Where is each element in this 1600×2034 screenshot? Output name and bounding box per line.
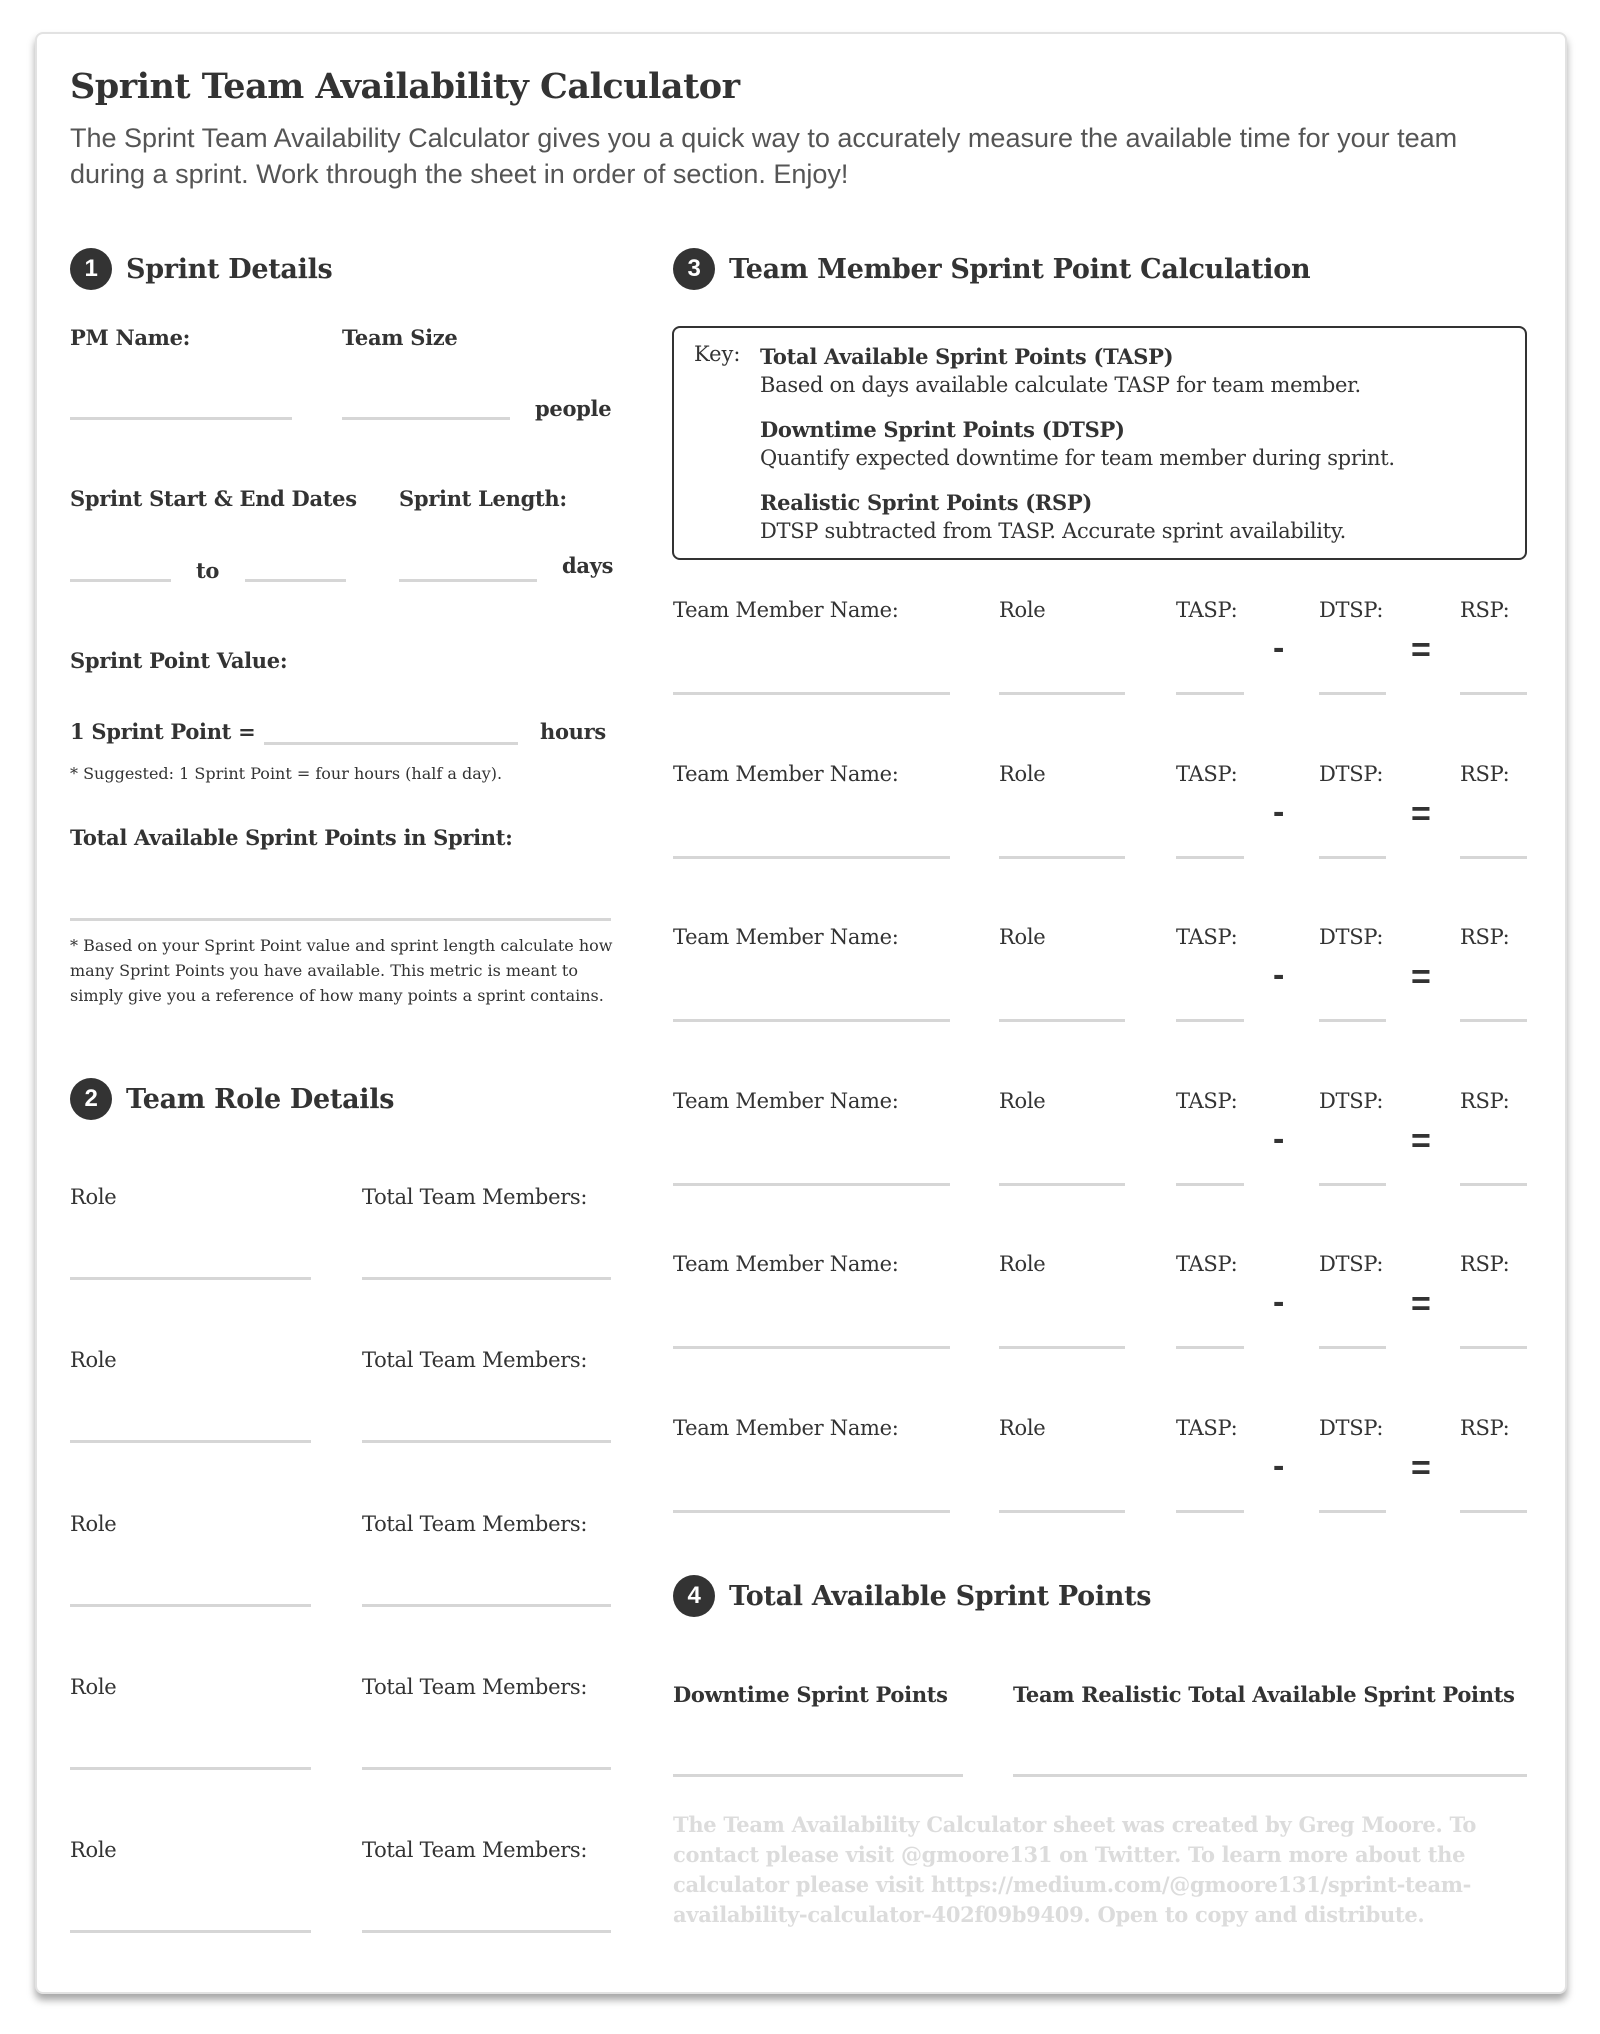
tasp-field[interactable] [1176,1510,1244,1513]
sprint-length-label: Sprint Length: [399,486,567,511]
minus-operator: - [1273,1119,1285,1158]
role-label: Role [70,1185,117,1209]
pm-name-label: PM Name: [70,325,191,350]
equals-operator: = [1411,794,1431,833]
equals-operator: = [1411,1449,1431,1487]
section-number-badge: 4 [673,1575,715,1617]
dtsp-label: DTSP: [1319,925,1384,950]
sprint-length-unit: days [562,553,614,578]
section-number-badge: 1 [70,248,112,290]
section-number-badge: 3 [673,248,715,290]
section-3-heading [673,248,1310,290]
rsp-label: RSP: [1460,1252,1510,1277]
minus-operator: - [1273,629,1285,667]
team-member-name-field[interactable] [673,1346,950,1349]
equals-operator: = [1411,631,1431,669]
section-2-heading [70,1078,394,1120]
key-item-tasp [760,342,1361,400]
role-field[interactable] [999,1183,1125,1186]
role-label: Role [70,1838,117,1863]
rsp-label: RSP: [1460,925,1510,950]
role-field[interactable] [70,1930,311,1933]
footer-credit: The Team Availability Calculator sheet was created by Greg Moore. To contact please visit @gmoore131 on Twitter. To learn more about the calculator please visit https://medium.com/@gmoore131/sprint-team-availability-calculator-402f09b9409. Open to copy and distribute. [673,1812,1477,1927]
rsp-field[interactable] [1460,1510,1527,1513]
total-sprint-points-label: Total Available Sprint Points in Sprint: [70,825,513,850]
key-term: Total Available Sprint Points (TASP) [760,344,1174,369]
tasp-label: TASP: [1176,761,1238,786]
role-field[interactable] [999,1346,1125,1349]
dates-separator: to [196,558,220,583]
tasp-label: TASP: [1176,925,1238,950]
sprint-start-date-field[interactable] [70,579,171,582]
rsp-label: RSP: [1460,761,1510,786]
tasp-label: TASP: [1176,1252,1238,1277]
key-item-rsp [760,488,1346,546]
section-title: Team Member Sprint Point Calculation [729,253,1311,285]
rsp-field[interactable] [1460,1346,1527,1349]
equals-operator: = [1411,1285,1431,1324]
sprint-length-field[interactable] [399,579,537,582]
total-team-members-label: Total Team Members: [362,1185,588,1209]
sprint-point-value-label: Sprint Point Value: [70,648,288,673]
key-description: Based on days available calculate TASP for team member. [760,373,1361,397]
dtsp-field[interactable] [1319,692,1386,695]
tasp-label: TASP: [1176,1416,1238,1440]
role-field[interactable] [999,692,1125,695]
total-team-members-label: Total Team Members: [362,1511,588,1536]
total-team-members-label: Total Team Members: [362,1838,588,1863]
rsp-field[interactable] [1460,1183,1527,1186]
role-field[interactable] [999,1510,1125,1513]
section-title: Sprint Details [126,253,333,285]
sprint-point-equation-label: 1 Sprint Point = [70,719,256,744]
key-box [672,326,1527,560]
rsp-field[interactable] [1460,1019,1527,1022]
equals-operator: = [1411,958,1431,997]
role-field[interactable] [70,1604,311,1607]
tasp-label: TASP: [1176,598,1238,622]
tasp-field[interactable] [1176,1183,1244,1186]
page-title: Sprint Team Availability Calculator [70,66,740,107]
rsp-label: RSP: [1460,1416,1510,1440]
tasp-label: TASP: [1176,1088,1238,1113]
section-title: Team Role Details [126,1083,395,1115]
role-field[interactable] [70,1767,311,1770]
role-field[interactable] [70,1277,311,1280]
dtsp-field[interactable] [1319,1183,1386,1186]
role-field[interactable] [999,1019,1125,1022]
equals-operator: = [1411,1121,1431,1160]
total-team-members-field[interactable] [362,1930,611,1933]
team-member-name-field[interactable] [673,856,950,859]
sprint-end-date-field[interactable] [245,579,346,582]
dtsp-label: DTSP: [1319,1252,1384,1277]
dtsp-field[interactable] [1319,856,1386,859]
role-label: Role [999,1088,1046,1113]
team-member-name-field[interactable] [673,692,950,695]
tasp-field[interactable] [1176,1346,1244,1349]
total-sprint-points-note: * Based on your Sprint Point value and sprint length calculate how many Sprint Points you have available. This metric is meant to simply give you a reference of how many points a sprint contains. [70,936,613,1005]
team-size-label: Team Size [342,325,458,350]
role-field[interactable] [70,1440,311,1443]
section-1-heading [70,248,332,290]
role-label: Role [999,1252,1046,1277]
team-member-name-field[interactable] [673,1510,950,1513]
total-sprint-points-field[interactable] [70,918,611,921]
team-member-name-label: Team Member Name: [673,1252,899,1277]
sprint-point-suggestion: * Suggested: 1 Sprint Point = four hours (half a day). [70,764,503,783]
section-title: Total Available Sprint Points [729,1580,1152,1612]
dtsp-label: DTSP: [1319,1416,1384,1440]
pm-name-field[interactable] [70,417,292,420]
team-member-name-label: Team Member Name: [673,1416,899,1440]
minus-operator: - [1273,1447,1285,1485]
role-label: Role [999,925,1046,950]
downtime-sprint-points-label: Downtime Sprint Points [673,1682,948,1707]
key-label: Key: [694,342,741,366]
total-team-members-field[interactable] [362,1604,611,1607]
key-term: Downtime Sprint Points (DTSP) [760,417,1125,442]
total-team-members-field[interactable] [362,1440,611,1443]
role-label: Role [999,1416,1046,1440]
minus-operator: - [1273,956,1285,995]
total-team-members-label: Total Team Members: [362,1348,588,1373]
downtime-sprint-points-field[interactable] [673,1774,963,1777]
key-description: DTSP subtracted from TASP. Accurate sprint availability. [760,519,1346,543]
page-subtitle: The Sprint Team Availability Calculator gives you a quick way to accurately measure the available time for your team during a sprint. Work through the sheet in order of section. Enjoy! [70,123,1458,189]
rsp-label: RSP: [1460,598,1510,622]
section-number-badge: 2 [70,1078,112,1120]
team-member-name-label: Team Member Name: [673,925,899,950]
sprint-dates-label: Sprint Start & End Dates [70,486,357,511]
total-team-members-field[interactable] [362,1767,611,1770]
team-member-name-field[interactable] [673,1019,950,1022]
dtsp-field[interactable] [1319,1346,1386,1349]
rsp-label: RSP: [1460,1088,1510,1113]
role-label: Role [70,1674,117,1699]
team-realistic-points-field[interactable] [1013,1774,1527,1777]
role-label: Role [70,1511,117,1536]
tasp-field[interactable] [1176,856,1244,859]
team-member-name-label: Team Member Name: [673,598,899,622]
total-team-members-label: Total Team Members: [362,1674,588,1699]
sprint-point-unit: hours [540,719,606,744]
rsp-field[interactable] [1460,692,1527,695]
team-member-name-label: Team Member Name: [673,761,899,786]
minus-operator: - [1273,1283,1285,1322]
minus-operator: - [1273,792,1285,831]
team-size-field[interactable] [342,417,510,420]
team-realistic-points-label: Team Realistic Total Available Sprint Points [1013,1682,1515,1707]
role-label: Role [999,598,1046,622]
dtsp-label: DTSP: [1319,598,1384,622]
tasp-field[interactable] [1176,1019,1244,1022]
total-team-members-field[interactable] [362,1277,611,1280]
key-term: Realistic Sprint Points (RSP) [760,490,1093,515]
role-field[interactable] [999,856,1125,859]
role-label: Role [999,761,1046,786]
team-size-unit: people [535,396,612,421]
dtsp-label: DTSP: [1319,1088,1384,1113]
dtsp-field[interactable] [1319,1510,1386,1513]
key-description: Quantify expected downtime for team member during sprint. [760,446,1395,470]
role-label: Role [70,1348,117,1373]
team-member-name-field[interactable] [673,1183,950,1186]
sprint-point-hours-field[interactable] [264,742,518,745]
dtsp-field[interactable] [1319,1019,1386,1022]
tasp-field[interactable] [1176,692,1244,695]
key-item-dtsp [760,415,1395,473]
section-4-heading [673,1575,1151,1617]
rsp-field[interactable] [1460,856,1527,859]
team-member-name-label: Team Member Name: [673,1088,899,1113]
dtsp-label: DTSP: [1319,761,1384,786]
